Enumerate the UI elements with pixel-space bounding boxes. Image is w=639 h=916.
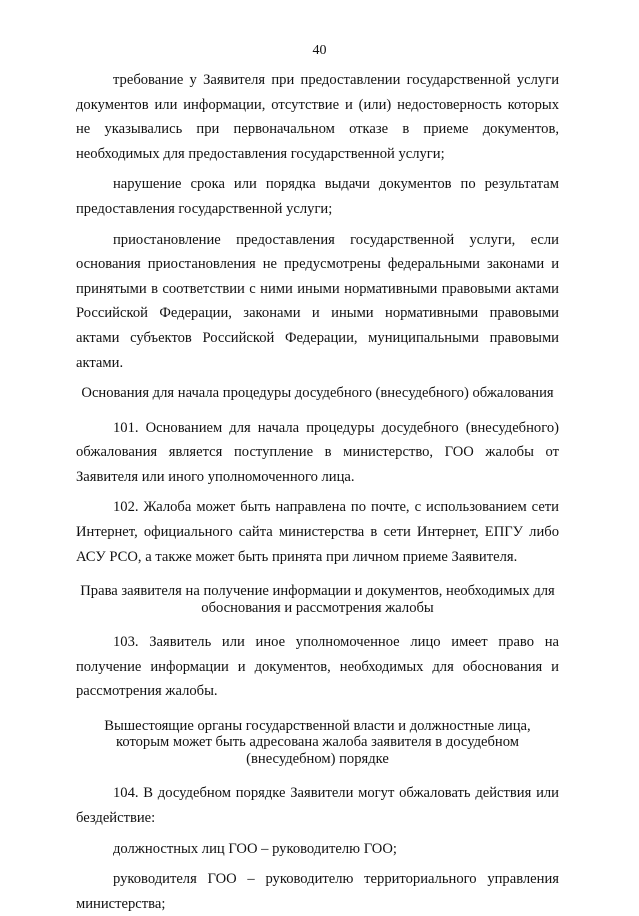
paragraph-head-goo: руководителя ГОО – руководителю территориального управления министерства; <box>76 871 559 912</box>
paragraph-103: 103. Заявитель или иное уполномоченное лицо имеет право на получение информации и документов, необходимых для обоснования и рассмотрения жалобы. <box>76 634 559 700</box>
section-heading-appeal-grounds: Основания для начала процедуры досудебного (внесудебного) обжалования <box>81 385 554 402</box>
section-heading-applicant-rights: Права заявителя на получение информации и документов, необходимых для обоснования и рассмотрения жалобы <box>80 583 555 616</box>
paragraph-101: 101. Основанием для начала процедуры досудебного (внесудебного) обжалования является поступление в министерство, ГОО жалобы от Заявителя или иного уполномоченного лица. <box>76 419 559 485</box>
paragraph-deadline-violation: нарушение срока или порядка выдачи документов по результатам предоставления государственной услуги; <box>76 176 559 217</box>
paragraph-requirement-documents: требование у Заявителя при предоставлении государственной услуги документов или информации, отсутствие и (или) недостоверность которых не указывались при первоначальном отказе в приеме документов, необходимых для предоставления государственной услуги; <box>76 72 559 162</box>
section-heading-higher-authorities: Вышестоящие органы государственной власти и должностные лица, которым может быть адресована жалоба заявителя в досудебном (внесудебном) порядке <box>104 717 531 767</box>
paragraph-102: 102. Жалоба может быть направлена по почте, с использованием сети Интернет, официального сайта министерства в сети Интернет, ЕПГУ либо АСУ РСО, а также может быть принята при личном приеме Заявителя. <box>76 499 559 565</box>
paragraph-suspension: приостановление предоставления государственной услуги, если основания приостановления не предусмотрены федеральными законами и принятыми в соответствии с ними иными нормативными правовыми актами Российской Федерации, законами и иными нормативными правовыми актами субъектов Российской Федерации, муниципальными правовыми актами. <box>76 231 559 371</box>
paragraph-104: 104. В досудебном порядке Заявители могут обжаловать действия или бездействие: <box>76 785 559 827</box>
document-body <box>76 68 559 916</box>
page-number: 40 <box>312 43 327 58</box>
paragraph-officials-goo: должностных лиц ГОО – руководителю ГОО; <box>113 840 397 857</box>
